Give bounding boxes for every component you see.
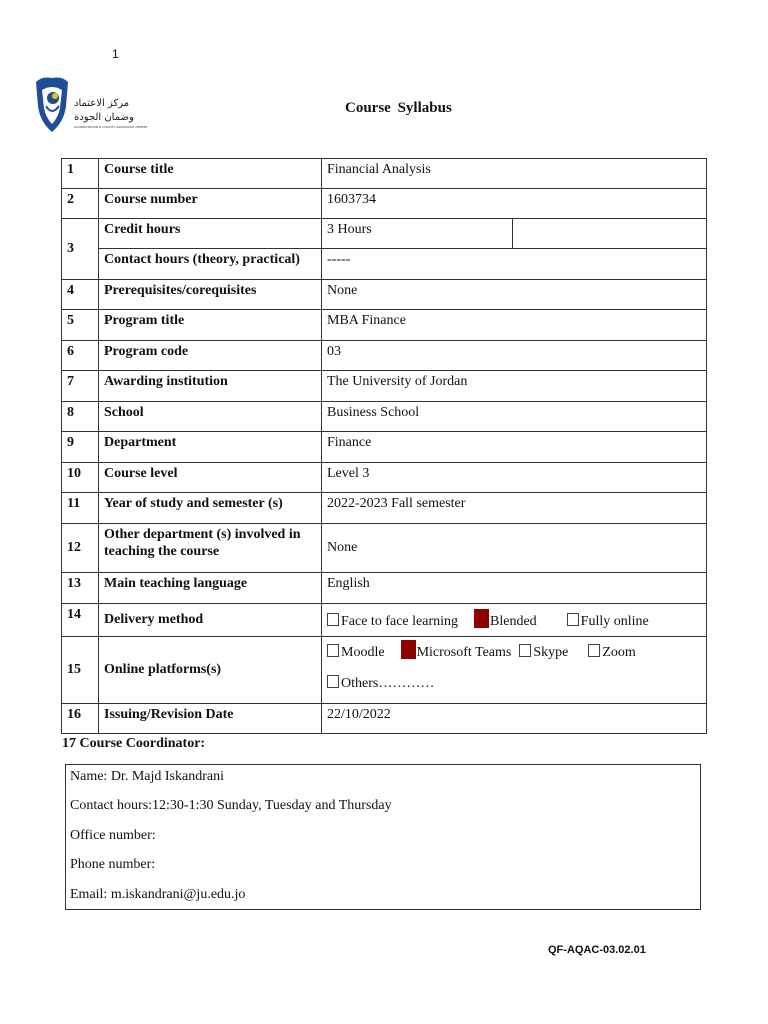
table-row: [62, 341, 707, 371]
row-value: Level 3: [322, 463, 707, 493]
checkbox-face-to-face[interactable]: [327, 613, 339, 626]
table-row: [62, 219, 707, 249]
row-label: Program title: [99, 310, 322, 341]
row-value: Financial Analysis: [322, 159, 707, 189]
table-row: [62, 249, 707, 280]
logo-text-line2: وضمان الجودة: [74, 112, 134, 123]
row-label: Other department (s) involved in teaching the course: [99, 524, 322, 573]
row-label: Course level: [99, 463, 322, 493]
coordinator-phone: Phone number:: [70, 857, 156, 873]
coordinator-office: Office number:: [70, 827, 156, 843]
option-others[interactable]: Others…………: [327, 676, 434, 691]
form-code: QF-AQAC-03.02.01: [548, 944, 646, 956]
row-number: 7: [62, 371, 99, 402]
row-label: Issuing/Revision Date: [99, 704, 322, 734]
course-info-table: [61, 158, 707, 734]
logo-text-line1: مركز الاعتماد: [74, 98, 130, 109]
document-title: Course Syllabus: [345, 100, 452, 116]
row-number: 9: [62, 432, 99, 463]
coordinator-email: Email: m.iskandrani@ju.edu.jo: [70, 886, 246, 902]
row-number: 12: [62, 524, 99, 573]
row-number: 4: [62, 280, 99, 310]
checkbox-skype[interactable]: [519, 644, 531, 657]
course-coordinator-heading: 17 Course Coordinator:: [62, 736, 206, 751]
table-row: [62, 637, 707, 704]
option-moodle[interactable]: Moodle: [327, 645, 385, 660]
row-number: 11: [62, 493, 99, 524]
row-value: 3 Hours: [322, 219, 513, 249]
row-value: Finance: [322, 432, 707, 463]
row-number: 1: [62, 159, 99, 189]
row-label: Credit hours: [99, 219, 322, 249]
row-label: Course title: [99, 159, 322, 189]
checkbox-blended[interactable]: [474, 609, 489, 628]
table-row: [62, 493, 707, 524]
row-number: 15: [62, 637, 99, 704]
table-row: [62, 463, 707, 493]
row-value-extra: [513, 219, 707, 249]
option-skype[interactable]: Skype: [519, 645, 568, 660]
row-label: Main teaching language: [99, 573, 322, 604]
row-label: Year of study and semester (s): [99, 493, 322, 524]
row-value: The University of Jordan: [322, 371, 707, 402]
checkbox-others[interactable]: [327, 675, 339, 688]
coordinator-name: Name: Dr. Majd Iskandrani: [70, 769, 224, 784]
delivery-method-options: [322, 604, 707, 637]
option-face-to-face[interactable]: Face to face learning: [327, 614, 458, 629]
table-row: [62, 704, 707, 734]
checkbox-moodle[interactable]: [327, 644, 339, 657]
row-label: Prerequisites/corequisites: [99, 280, 322, 310]
row-value: None: [322, 280, 707, 310]
row-value: 2022-2023 Fall semester: [322, 493, 707, 524]
table-row: [62, 432, 707, 463]
row-label: School: [99, 402, 322, 432]
option-zoom[interactable]: Zoom: [588, 645, 635, 660]
row-value: None: [322, 524, 707, 573]
page-number: 1: [112, 47, 119, 61]
row-label: Delivery method: [99, 604, 322, 637]
row-number: 14: [62, 604, 99, 637]
table-row: [62, 402, 707, 432]
row-number: 13: [62, 573, 99, 604]
row-value: -----: [322, 249, 707, 280]
option-blended[interactable]: Blended: [474, 614, 537, 629]
checkbox-zoom[interactable]: [588, 644, 600, 657]
logo-text-small: ACCREDITATION & QUALITY ASSURANCE CENTER: [74, 125, 148, 129]
checkbox-microsoft-teams[interactable]: [401, 640, 416, 659]
table-row: [62, 159, 707, 189]
table-row: [62, 524, 707, 573]
table-row: [62, 604, 707, 637]
table-row: [62, 371, 707, 402]
row-number: 16: [62, 704, 99, 734]
row-value: 1603734: [322, 189, 707, 219]
row-value: 22/10/2022: [322, 704, 707, 734]
table-row: [62, 280, 707, 310]
row-label: Awarding institution: [99, 371, 322, 402]
row-label: Department: [99, 432, 322, 463]
option-microsoft-teams[interactable]: Microsoft Teams: [401, 645, 512, 660]
row-number: 5: [62, 310, 99, 341]
accreditation-center-logo: [32, 76, 148, 136]
coordinator-contact-hours: Contact hours:12:30-1:30 Sunday, Tuesday and Thursday: [70, 798, 392, 814]
row-number: 3: [62, 219, 99, 280]
table-row: [62, 189, 707, 219]
table-row: [62, 573, 707, 604]
checkbox-fully-online[interactable]: [567, 613, 579, 626]
row-label: Contact hours (theory, practical): [99, 249, 322, 280]
row-label: Course number: [99, 189, 322, 219]
option-fully-online[interactable]: Fully online: [567, 614, 649, 629]
row-number: 2: [62, 189, 99, 219]
row-value: MBA Finance: [322, 310, 707, 341]
row-label: Program code: [99, 341, 322, 371]
row-value: English: [322, 573, 707, 604]
row-number: 8: [62, 402, 99, 432]
online-platform-options: [322, 637, 707, 704]
row-value: Business School: [322, 402, 707, 432]
row-number: 6: [62, 341, 99, 371]
table-row: [62, 310, 707, 341]
row-label: Online platforms(s): [99, 637, 322, 704]
row-value: 03: [322, 341, 707, 371]
course-coordinator-box: [65, 764, 701, 910]
row-number: 10: [62, 463, 99, 493]
